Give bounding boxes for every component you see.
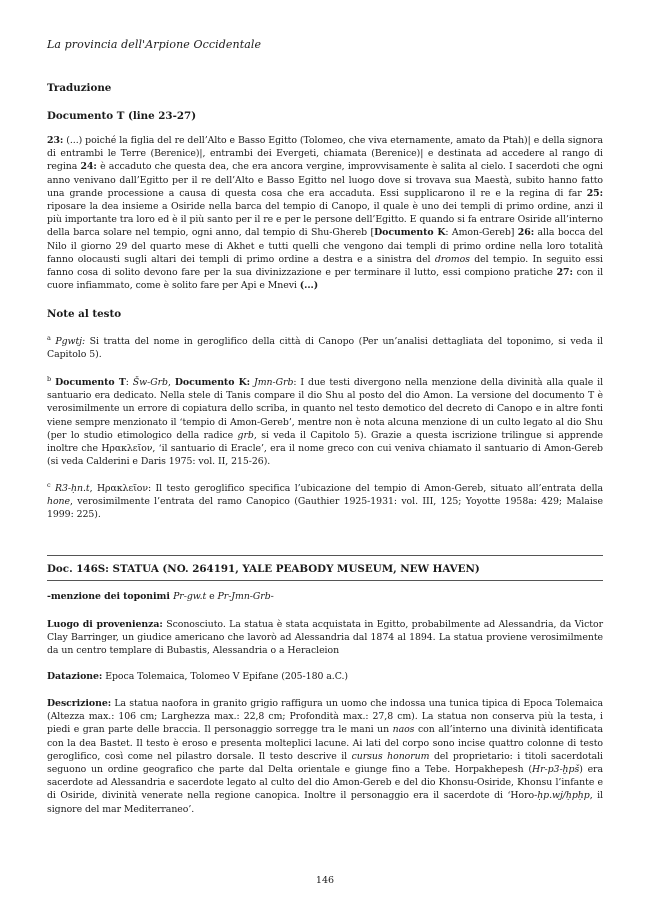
translation-paragraph: 23: (...) poiché la figlia del re dell’Alto e Basso Egitto (Tolomeo, che viva eternamente, amato da Ptah)| e della signora di entrambi le Terre (Berenice)|, entrambi dei Evergeti, chiamata (Berenice)| e destinata ad accedere al rango di regina 24: è accaduto che questa dea, che era ancora vergine, improvvisamente è salita al cielo. I sacerdoti che ogni anno venivano dall’Egitto per il re dell’Alto e Basso Egitto nel luogo dove si trovava sua Maestà, subito hanno fatto una grande processione a causa di questa cosa che era accaduta. Essi supplicarono il re e la regina di far 25: riposare la dea insieme a Osiride nella barca del tempio di Canopo, il quale è uno dei templi di primo ordine, anzi il più importante tra loro ed è il più santo per il re e per le persone dell’Egitto. E quando si fa entrare Osiride all’interno della barca solare nel tempio, ogni anno, dal tempio di Shu-Ghereb [Documento K: Amon-Gereb] 26: alla bocca del Nilo il giorno 29 del quarto mese di Akhet e tutti quelli che vengono dai templi di primo ordine nella loro totalità fanno olocausti sugli altari dei templi di primo ordine a destra e a sinistra del dromos del tempio. In seguito essi fanno cosa di solito devono fare per la sua divinizzazione e per terminare il lutto, essi compiono pratiche 27: con il cuore infiammato, come è solito fare per Api e Mnevi (...) xyxy=(47,135,604,292)
datazione: Datazione: Epoca Tolemaica, Tolomeo V Epifane (205-180 a.C.) xyxy=(47,671,348,682)
page-number: 146 xyxy=(315,875,335,886)
heading-documento-t: Documento T (line 23-27) xyxy=(47,110,197,122)
section-rule-bottom xyxy=(47,580,603,581)
descrizione: Descrizione: La statua naofora in granito grigio raffigura un uomo che indossa una tunica tipica di Epoca Tolemaica (Altezza max.: 106 cm; Larghezza max.: 22,8 cm; Profondità max.: 27,8 cm). La statua non conserva più la testa, i piedi e gran parte delle braccia. Il personaggio sorregge tra le mani un naos con all’interno una divinità identificata con la dea Bastet. Il testo è eroso e presenta molteplici lacune. Ai lati del corpo sono incise quattro colonne di testo geroglifico, così come nel pilastro dorsale. Il testo descrive il cursus honorum del proprietario: i titoli sacerdotali seguono un ordine geografico che parte dal Delta orientale e giunge fino a Tebe. Horpakhepesh (Hr-p3-ḫpš) era sacerdote ad Alessandria e sacerdote legato al culto del dio Amon-Gereb e del dio Khonsu-Osiride, Khonsu l’infante e di Osiride, divinità venerate nella regione canopica. Inoltre il personaggio era il sacerdote di ‘Horo-ḥp.wj/ḥpḥp, il signore del mar Mediterraneo’. xyxy=(47,698,604,815)
line-number: 26: xyxy=(517,227,535,239)
line-number: 23: xyxy=(47,135,64,146)
toponimi-line: -menzione dei toponimi Pr-gw.t e Pr-Jmn-Grb- xyxy=(47,591,274,602)
document-ref: Documento K xyxy=(374,227,446,239)
running-head: La provincia dell'Arpione Occidentale xyxy=(47,38,262,51)
note-c: $^c$ R3-ḥn.t, Ηρακλεῖον: Il testo geroglifico specifica l’ubicazione del tempio di Amon-Gereb, situato all’entrata della hone, verosimilmente l’entrata del ramo Canopico (Gauthier 1925-1931: vol. III, 125; Yoyotte 1958a: 429; Malaise 1999: 225). xyxy=(47,480,603,521)
doc-title: Doc. 146S: STATUA (NO. 264191, YALE PEABODY MUSEUM, NEW HAVEN) xyxy=(47,563,480,575)
heading-note: Note al testo xyxy=(47,308,122,320)
line-number: 25: xyxy=(586,187,603,199)
heading-traduzione: Traduzione xyxy=(47,82,112,94)
note-b: $^b$ Documento T: Šw-Grb, Documento K: Jmn-Grb: I due testi divergono nella menzione della divinità alla quale il santuario era dedicato. Nella stele di Tanis compare il dio Shu al posto del dio Amon. La versione del documento T è verosimilmente un errore di copiatura dello scriba, in quanto nel testo demotico del decreto di Canopo e in altre fonti viene sempre menzionato il ‘tempio di Amon-Gereb’, mentre non è nota alcuna menzione di un culto legato al dio Shu (per lo studio etimologico della radice grb, si veda il Capitolo 5). Grazie a questa iscrizione trilingue si apprende inoltre che Ηρακλεῖον, ‘il santuario di Eracle’, era il nome greco con cui veniva chiamato il santuario di Amon-Gereb (si veda Calderini e Daris 1975: vol. II, 215-26). xyxy=(47,374,604,468)
line-number: 27: xyxy=(556,267,573,279)
section-rule-top xyxy=(47,555,603,556)
line-number: 24: xyxy=(80,161,97,173)
provenienza: Luogo di provenienza: Sconosciuto. La statua è stata acquistata in Egitto, probabilmente ad Alessandria, da Victor Clay Barringer, un giudice americano che lavorò ad Alessandria dal 1874 al 1894. La statua proviene verosimilmente da un centro templare di Bubastis, Alessandria o a Heracleion xyxy=(47,619,603,657)
note-a: $^a$ Pgwtj: Si tratta del nome in geroglifico della città di Canopo (Per un’analisi dettagliata del toponimo, si veda il Capitolo 5). xyxy=(47,333,603,361)
